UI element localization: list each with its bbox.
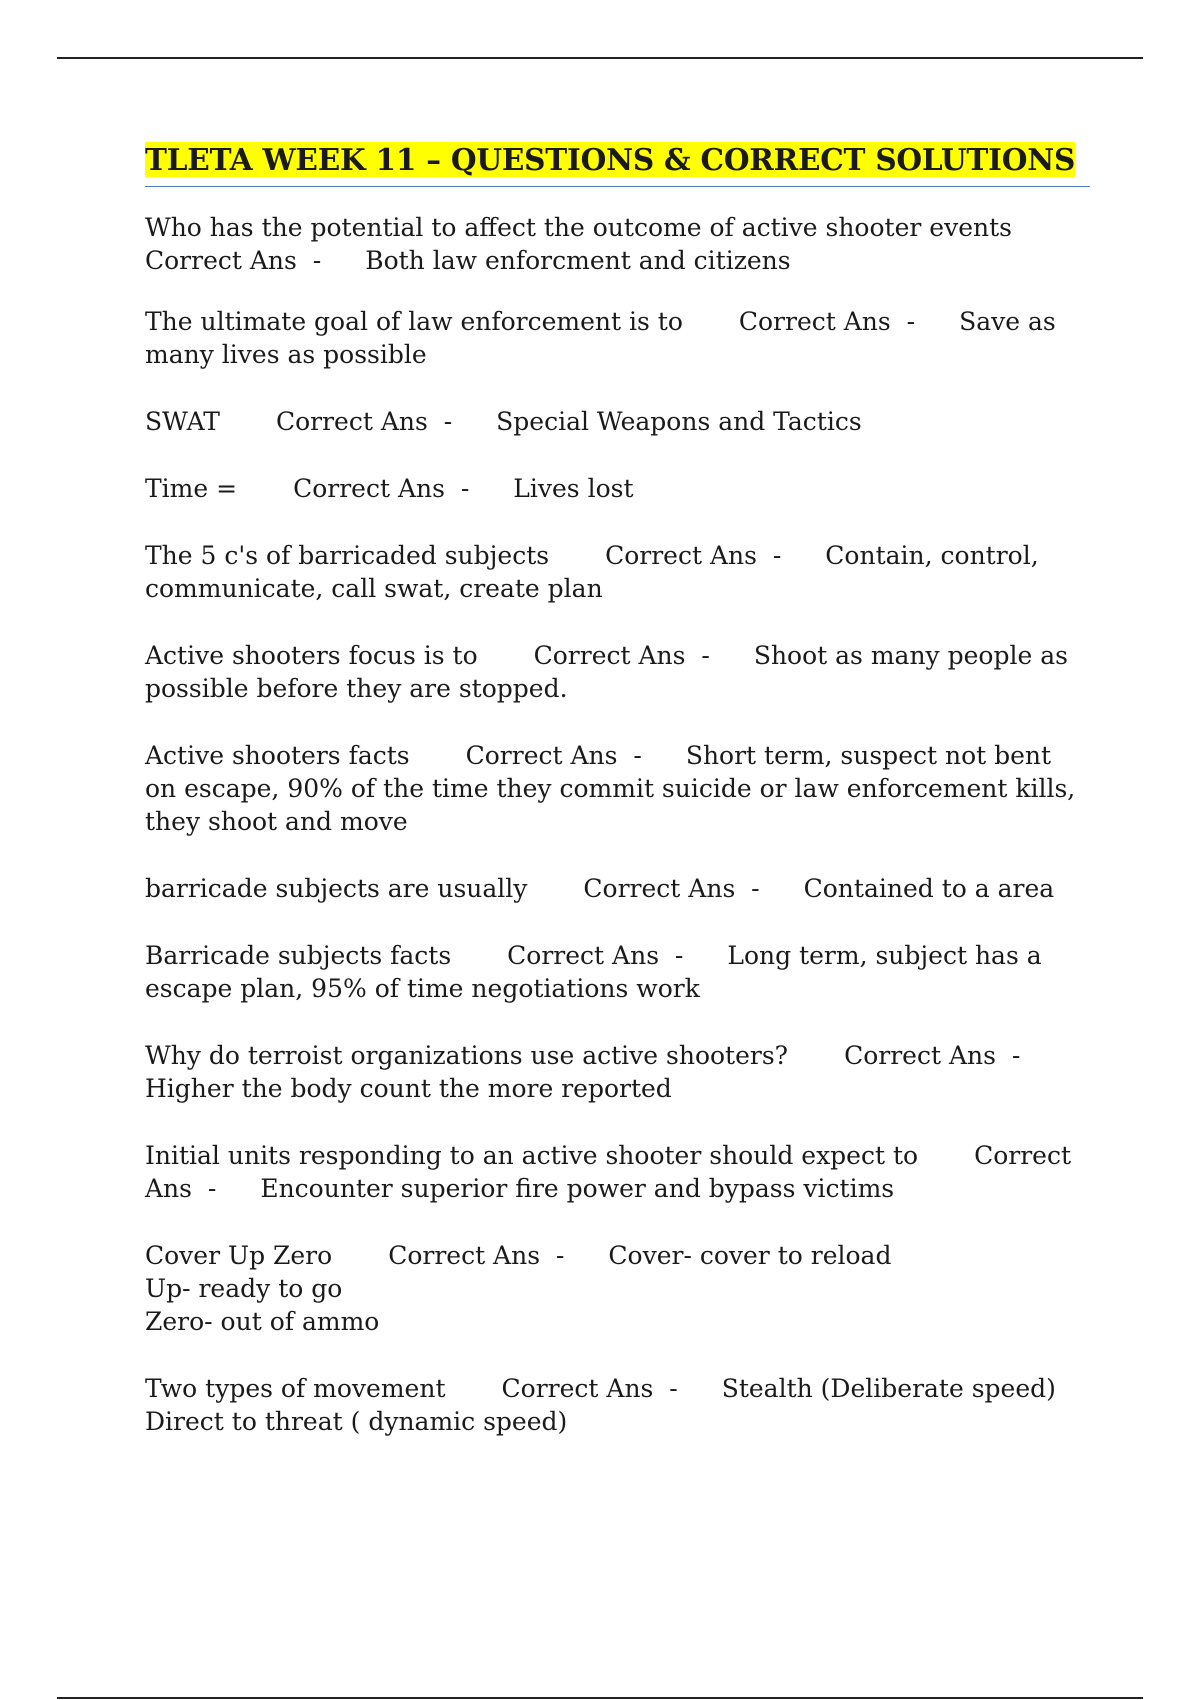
question: Two types of movement — [145, 1374, 446, 1403]
answer: Contained to a area — [803, 874, 1055, 903]
qa-item — [145, 639, 1090, 705]
document-title: TLETA WEEK 11 – QUESTIONS & CORRECT SOLUTIONS — [145, 142, 1076, 177]
question: Barricade subjects facts — [145, 941, 452, 970]
question: SWAT — [145, 407, 220, 436]
qa-item — [145, 472, 1090, 505]
top-rule — [57, 57, 1143, 59]
answer-marker: Correct Ans - — [145, 246, 322, 275]
qa-item — [145, 939, 1090, 1005]
question: The ultimate goal of law enforcement is to — [145, 307, 683, 336]
bottom-rule — [57, 1697, 1143, 1699]
answer-marker: Correct Ans - — [605, 541, 782, 570]
question: Cover Up Zero — [145, 1241, 333, 1270]
question: Who has the potential to affect the outcome of active shooter events — [145, 213, 1012, 242]
answer: Lives lost — [513, 474, 634, 503]
question: Active shooters focus is to — [145, 641, 478, 670]
answer-marker: Correct Ans - — [844, 1041, 1021, 1070]
answer: Contain, control, communicate, call swat, create plan — [145, 541, 1047, 603]
answer-marker: Correct Ans - — [583, 874, 760, 903]
answer: Both law enforcment and citizens — [365, 246, 791, 275]
answer: Special Weapons and Tactics — [496, 407, 862, 436]
question: Why do terroist organizations use active shooters? — [145, 1041, 789, 1070]
answer-marker: Correct Ans - — [738, 307, 916, 336]
qa-item — [145, 872, 1090, 905]
qa-item — [145, 1139, 1090, 1205]
qa-item — [145, 539, 1090, 605]
answer-marker: Correct Ans - — [275, 407, 453, 436]
question: barricade subjects are usually — [145, 874, 528, 903]
answer: Encounter superior fire power and bypass victims — [260, 1174, 895, 1203]
qa-item — [145, 1239, 1090, 1338]
answer-marker: Correct Ans - — [533, 641, 710, 670]
answer: Shoot as many people as possible before they are stopped. — [145, 641, 1076, 703]
qa-item — [145, 1039, 1090, 1105]
question: The 5 c's of barricaded subjects — [145, 541, 550, 570]
answer-marker: Correct Ans - — [501, 1374, 678, 1403]
question: Initial units responding to an active shooter should expect to — [145, 1141, 919, 1170]
answer-marker: Correct Ans - — [145, 1141, 1079, 1203]
question: Active shooters facts — [145, 741, 410, 770]
document-body — [145, 140, 1090, 1472]
qa-item — [145, 211, 1090, 277]
qa-item — [145, 305, 1090, 371]
qa-item — [145, 1372, 1090, 1438]
answer-marker: Correct Ans - — [507, 941, 684, 970]
answer: Short term, suspect not bent on escape, 90% of the time they commit suicide or law enforcement kills, they shoot and move — [145, 741, 1084, 836]
answer: Stealth (Deliberate speed) Direct to threat ( dynamic speed) — [145, 1374, 1056, 1436]
answer-marker: Correct Ans - — [465, 741, 642, 770]
answer: Save as many lives as possible — [145, 307, 1064, 369]
qa-item — [145, 739, 1090, 838]
title-block — [145, 140, 1090, 187]
answer: Long term, subject has a escape plan, 95% of time negotiations work — [145, 941, 1050, 1003]
qa-item — [145, 405, 1090, 438]
question: Time = — [145, 474, 238, 503]
answer-marker: Correct Ans - — [293, 474, 470, 503]
answer: Higher the body count the more reported — [145, 1074, 672, 1103]
answer: Cover- cover to reload Up- ready to go Zero- out of ammo — [145, 1241, 892, 1336]
answer-marker: Correct Ans - — [388, 1241, 565, 1270]
